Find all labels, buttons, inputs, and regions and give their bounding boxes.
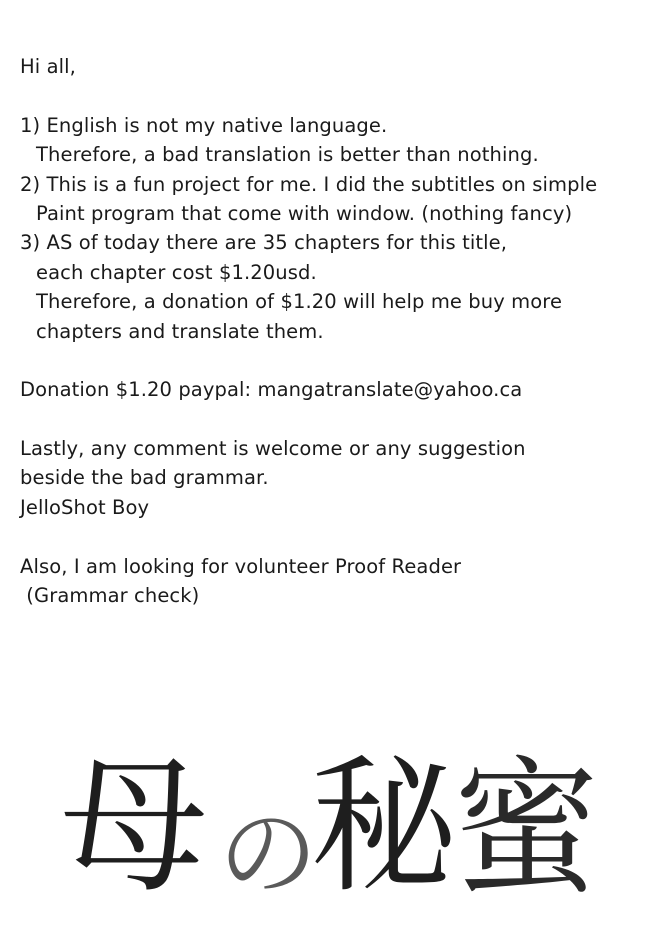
spacer	[20, 81, 635, 110]
translator-note	[20, 52, 635, 610]
title-char-1: 母	[60, 741, 208, 905]
signature: JelloShot Boy	[20, 495, 150, 519]
point-1-line-2: Therefore, a bad translation is better than nothing.	[36, 143, 539, 167]
point-1-line-1: 1) English is not my native language.	[20, 113, 388, 137]
point-3-line-1: 3) AS of today there are 35 chapters for this title,	[20, 231, 508, 255]
point-2-line-1: 2) This is a fun project for me. I did the subtitles on simple	[20, 172, 598, 196]
donation-line: Donation $1.20 paypal: mangatranslate@yahoo.ca	[20, 378, 523, 402]
title-char-3: 秘	[310, 741, 458, 905]
lastly-line-2: beside the bad grammar.	[20, 466, 269, 490]
point-2-line-2: Paint program that come with window. (nothing fancy)	[36, 201, 573, 225]
point-3-line-3: Therefore, a donation of $1.20 will help me buy more	[36, 290, 563, 314]
title-char-2: の	[218, 795, 318, 905]
point-3-line-2: each chapter cost $1.20usd.	[36, 260, 317, 284]
title-logo	[60, 740, 600, 905]
spacer	[20, 346, 635, 375]
volunteer-line-1: Also, I am looking for volunteer Proof Reader	[20, 554, 462, 578]
volunteer-line-2: (Grammar check)	[20, 584, 200, 608]
spacer	[20, 405, 635, 434]
greeting: Hi all,	[20, 55, 76, 78]
title-char-4: 蜜	[452, 743, 600, 905]
point-3-line-4: chapters and translate them.	[36, 319, 324, 343]
spacer	[20, 522, 635, 551]
lastly-line-1: Lastly, any comment is welcome or any suggestion	[20, 437, 526, 461]
